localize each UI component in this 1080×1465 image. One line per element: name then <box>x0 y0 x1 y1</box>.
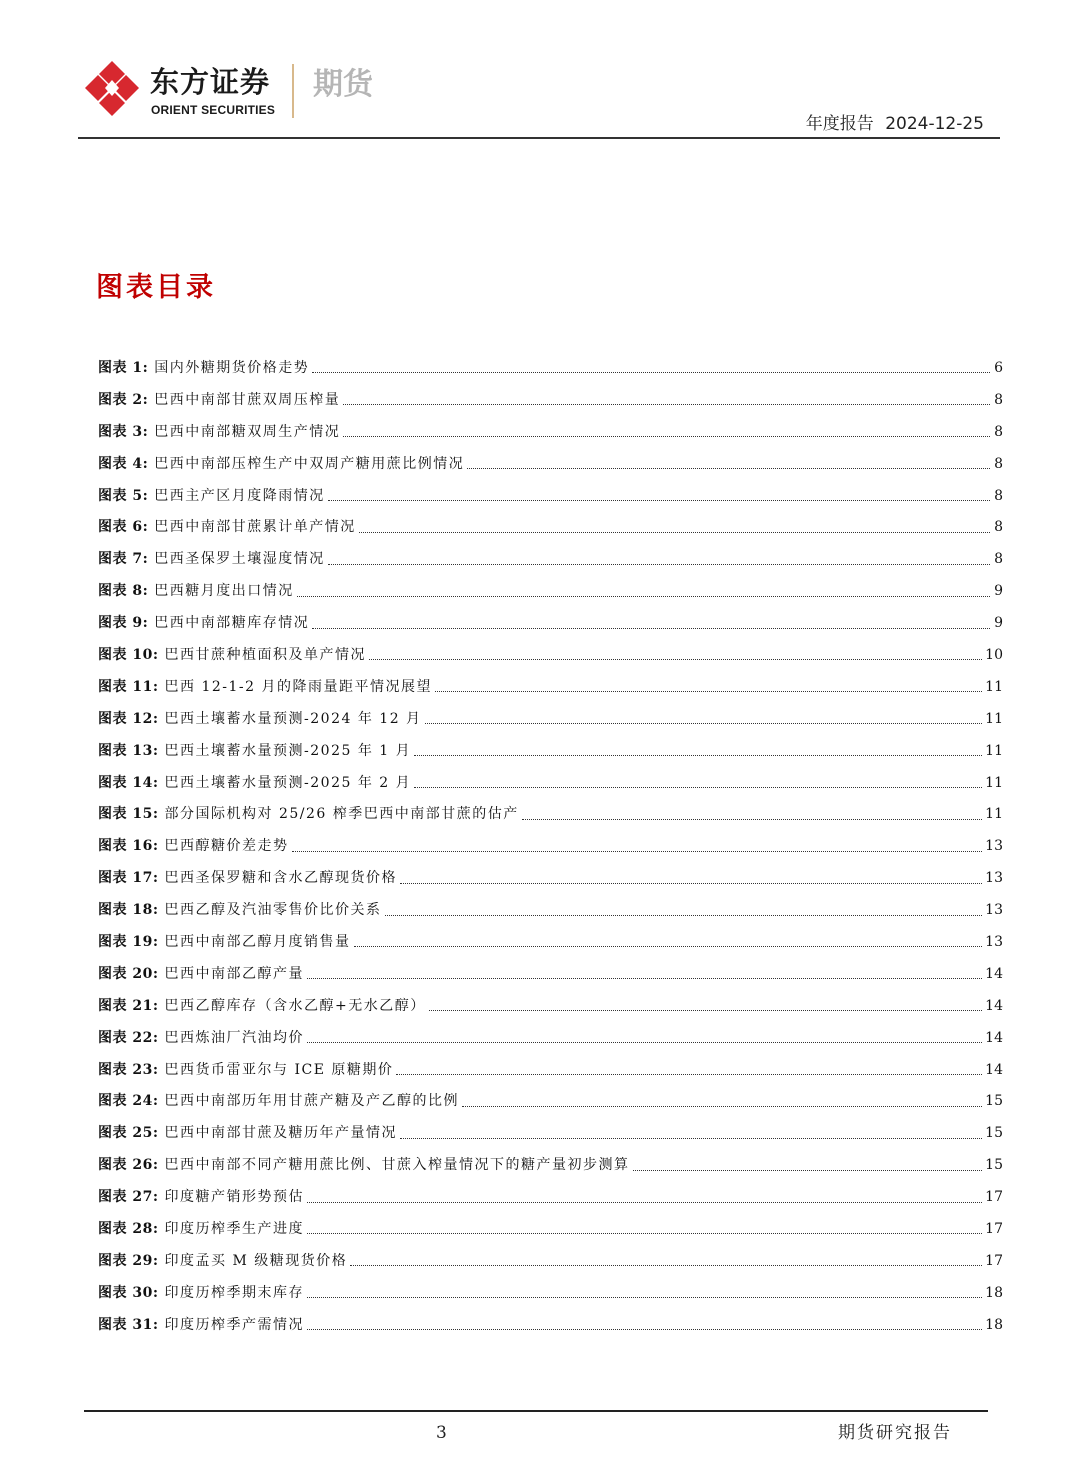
toc-entry-page: 17 <box>985 1189 1003 1206</box>
toc-entry-page: 11 <box>985 710 1003 727</box>
toc-leader-dots <box>292 851 983 852</box>
toc-entry-page: 8 <box>994 519 1003 536</box>
toc-entry-label: 图表 19: <box>98 933 159 950</box>
toc-entry-title: 巴西乙醇及汽油零售价比价关系 <box>164 902 382 919</box>
toc-entry-page: 15 <box>985 1093 1003 1110</box>
toc-entry-label: 图表 15: <box>98 806 159 823</box>
toc-entry[interactable] <box>98 448 1003 480</box>
toc-entry-label: 图表 7: <box>98 551 149 568</box>
toc-entry-page: 14 <box>985 1061 1003 1078</box>
toc-entry-page: 13 <box>985 902 1003 919</box>
toc-entry-title: 印度孟买 M 级糖现货价格 <box>164 1252 348 1269</box>
toc-leader-dots <box>467 468 990 469</box>
toc-entry[interactable] <box>98 990 1003 1022</box>
toc-entry[interactable] <box>98 511 1003 543</box>
toc-entry-label: 图表 5: <box>98 487 149 504</box>
toc-entry-label: 图表 16: <box>98 838 159 855</box>
toc-leader-dots <box>400 883 982 884</box>
toc-entry-label: 图表 27: <box>98 1189 159 1206</box>
toc-entry-label: 图表 11: <box>98 678 159 695</box>
toc-list <box>98 352 1003 1341</box>
toc-entry-label: 图表 12: <box>98 710 159 727</box>
toc-entry-title: 巴西土壤蓄水量预测-2025 年 1 月 <box>164 742 412 759</box>
toc-leader-dots <box>429 1010 982 1011</box>
toc-leader-dots <box>307 1297 982 1298</box>
toc-entry-title: 印度糖产销形势预估 <box>164 1189 305 1206</box>
toc-entry-label: 图表 20: <box>98 965 159 982</box>
toc-leader-dots <box>297 596 990 597</box>
toc-leader-dots <box>369 659 982 660</box>
toc-entry[interactable] <box>98 639 1003 671</box>
toc-leader-dots <box>312 372 990 373</box>
toc-entry-title: 巴西中南部甘蔗双周压榨量 <box>154 391 341 408</box>
toc-leader-dots <box>328 564 990 565</box>
toc-entry-page: 8 <box>994 487 1003 504</box>
toc-entry-page: 9 <box>994 615 1003 632</box>
brand-name-en: ORIENT SECURITIES <box>151 103 276 117</box>
toc-entry-title: 巴西中南部糖双周生产情况 <box>154 423 341 440</box>
toc-entry[interactable] <box>98 735 1003 767</box>
toc-entry-title: 巴西乙醇库存（含水乙醇+无水乙醇） <box>164 997 426 1014</box>
toc-leader-dots <box>414 755 982 756</box>
toc-entry[interactable] <box>98 607 1003 639</box>
toc-entry-label: 图表 8: <box>98 583 149 600</box>
toc-entry-title: 巴西中南部糖库存情况 <box>154 615 310 632</box>
toc-entry-label: 图表 2: <box>98 391 149 408</box>
report-date: 2024-12-25 <box>885 114 984 134</box>
toc-leader-dots <box>343 436 990 437</box>
toc-leader-dots <box>462 1106 982 1107</box>
orient-securities-logo-icon <box>84 60 140 118</box>
toc-entry-page: 14 <box>985 997 1003 1014</box>
toc-entry[interactable] <box>98 384 1003 416</box>
toc-entry-title: 巴西圣保罗糖和含水乙醇现货价格 <box>164 870 398 887</box>
toc-entry[interactable] <box>98 416 1003 448</box>
toc-entry-title: 巴西中南部乙醇产量 <box>164 965 305 982</box>
toc-leader-dots <box>359 532 990 533</box>
toc-leader-dots <box>328 500 990 501</box>
toc-entry[interactable] <box>98 543 1003 575</box>
toc-entry-title: 印度历榨季期末库存 <box>164 1284 305 1301</box>
toc-leader-dots <box>307 978 982 979</box>
toc-entry-page: 15 <box>985 1157 1003 1174</box>
toc-leader-dots <box>350 1265 982 1266</box>
toc-leader-dots <box>396 1074 982 1075</box>
toc-entry-title: 巴西主产区月度降雨情况 <box>154 487 325 504</box>
toc-entry-title: 巴西中南部乙醇月度销售量 <box>164 933 351 950</box>
toc-entry-title: 巴西圣保罗土壤湿度情况 <box>154 551 325 568</box>
toc-entry-title: 印度历榨季生产进度 <box>164 1220 305 1237</box>
toc-title: 图表目录 <box>96 272 216 303</box>
toc-entry-page: 18 <box>985 1284 1003 1301</box>
toc-entry-label: 图表 4: <box>98 455 149 472</box>
header-divider <box>78 137 1000 139</box>
toc-entry[interactable] <box>98 1054 1003 1086</box>
toc-entry-label: 图表 6: <box>98 519 149 536</box>
toc-entry[interactable] <box>98 1117 1003 1149</box>
toc-entry-page: 8 <box>994 455 1003 472</box>
toc-entry-title: 巴西中南部历年用甘蔗产糖及产乙醇的比例 <box>164 1093 460 1110</box>
toc-entry-label: 图表 22: <box>98 1029 159 1046</box>
footer-divider <box>84 1410 988 1412</box>
toc-entry-label: 图表 14: <box>98 774 159 791</box>
toc-entry-title: 巴西中南部压榨生产中双周产糖用蔗比例情况 <box>154 455 465 472</box>
toc-entry[interactable] <box>98 1022 1003 1054</box>
toc-entry[interactable] <box>98 767 1003 799</box>
toc-entry-page: 11 <box>985 806 1003 823</box>
toc-leader-dots <box>307 1233 982 1234</box>
toc-entry-title: 部分国际机构对 25/26 榨季巴西中南部甘蔗的估产 <box>164 806 519 823</box>
toc-entry[interactable] <box>98 1213 1003 1245</box>
toc-entry[interactable] <box>98 1149 1003 1181</box>
toc-entry-page: 11 <box>985 678 1003 695</box>
toc-entry-title: 巴西中南部甘蔗及糖历年产量情况 <box>164 1125 398 1142</box>
toc-entry-page: 8 <box>994 423 1003 440</box>
toc-entry[interactable] <box>98 798 1003 830</box>
toc-entry-page: 17 <box>985 1252 1003 1269</box>
toc-entry[interactable] <box>98 926 1003 958</box>
toc-leader-dots <box>354 946 983 947</box>
toc-entry-title: 巴西醇糖价差走势 <box>164 838 289 855</box>
toc-entry-page: 8 <box>994 391 1003 408</box>
toc-entry-page: 13 <box>985 838 1003 855</box>
toc-leader-dots <box>343 404 990 405</box>
toc-entry-label: 图表 13: <box>98 742 159 759</box>
toc-entry-title: 巴西中南部不同产糖用蔗比例、甘蔗入榨量情况下的糖产量初步测算 <box>164 1157 630 1174</box>
toc-leader-dots <box>522 819 982 820</box>
page-number: 3 <box>436 1423 447 1443</box>
toc-entry-page: 14 <box>985 1029 1003 1046</box>
toc-leader-dots <box>400 1138 982 1139</box>
toc-entry[interactable] <box>98 703 1003 735</box>
toc-entry-title: 巴西炼油厂汽油均价 <box>164 1029 305 1046</box>
toc-entry-page: 8 <box>994 551 1003 568</box>
toc-entry-page: 10 <box>985 646 1003 663</box>
toc-entry[interactable] <box>98 671 1003 703</box>
toc-entry-label: 图表 24: <box>98 1093 159 1110</box>
toc-leader-dots <box>312 628 990 629</box>
toc-entry-page: 13 <box>985 933 1003 950</box>
footer-label: 期货研究报告 <box>838 1423 952 1443</box>
toc-entry[interactable] <box>98 1085 1003 1117</box>
toc-entry-title: 印度历榨季产需情况 <box>164 1316 305 1333</box>
toc-entry-label: 图表 26: <box>98 1157 159 1174</box>
toc-entry-label: 图表 17: <box>98 870 159 887</box>
toc-leader-dots <box>425 723 983 724</box>
toc-entry-title: 巴西货币雷亚尔与 ICE 原糖期价 <box>164 1061 394 1078</box>
toc-entry[interactable] <box>98 480 1003 512</box>
brand-name-cn: 东方证券 <box>150 65 271 99</box>
toc-entry[interactable] <box>98 575 1003 607</box>
toc-entry-page: 14 <box>985 965 1003 982</box>
toc-entry[interactable] <box>98 830 1003 862</box>
toc-entry[interactable] <box>98 352 1003 384</box>
toc-leader-dots <box>414 787 982 788</box>
toc-entry-page: 11 <box>985 742 1003 759</box>
toc-entry-page: 18 <box>985 1316 1003 1333</box>
toc-entry-title: 巴西土壤蓄水量预测-2024 年 12 月 <box>164 710 422 727</box>
toc-entry[interactable] <box>98 1245 1003 1277</box>
toc-leader-dots <box>307 1329 982 1330</box>
toc-entry-title: 巴西糖月度出口情况 <box>154 583 294 600</box>
toc-entry-label: 图表 31: <box>98 1316 159 1333</box>
toc-entry-title: 巴西 12-1-2 月的降雨量距平情况展望 <box>164 678 433 695</box>
toc-entry[interactable] <box>98 1181 1003 1213</box>
toc-entry-label: 图表 29: <box>98 1252 159 1269</box>
brand-divider <box>292 64 294 118</box>
toc-entry-label: 图表 23: <box>98 1061 159 1078</box>
toc-entry-label: 图表 10: <box>98 646 159 663</box>
toc-entry[interactable] <box>98 1277 1003 1309</box>
toc-entry-page: 13 <box>985 870 1003 887</box>
toc-leader-dots <box>633 1170 983 1171</box>
toc-entry-label: 图表 18: <box>98 902 159 919</box>
toc-entry-page: 17 <box>985 1220 1003 1237</box>
report-meta <box>800 114 984 134</box>
toc-entry[interactable] <box>98 894 1003 926</box>
report-type: 年度报告 <box>805 114 874 134</box>
toc-entry[interactable] <box>98 1309 1003 1341</box>
toc-entry-label: 图表 3: <box>98 423 149 440</box>
toc-entry-label: 图表 28: <box>98 1220 159 1237</box>
brand-product-label: 期货 <box>313 67 373 102</box>
toc-entry-title: 国内外糖期货价格走势 <box>154 359 310 376</box>
toc-leader-dots <box>307 1202 982 1203</box>
toc-entry-label: 图表 25: <box>98 1125 159 1142</box>
toc-entry-title: 巴西中南部甘蔗累计单产情况 <box>154 519 356 536</box>
toc-leader-dots <box>435 691 982 692</box>
toc-entry-title: 巴西甘蔗种植面积及单产情况 <box>164 646 367 663</box>
toc-entry-label: 图表 30: <box>98 1284 159 1301</box>
toc-entry-label: 图表 21: <box>98 997 159 1014</box>
toc-entry-title: 巴西土壤蓄水量预测-2025 年 2 月 <box>164 774 412 791</box>
toc-entry-page: 15 <box>985 1125 1003 1142</box>
toc-entry-page: 11 <box>985 774 1003 791</box>
toc-leader-dots <box>307 1042 982 1043</box>
toc-entry-label: 图表 9: <box>98 615 149 632</box>
toc-entry[interactable] <box>98 862 1003 894</box>
toc-leader-dots <box>385 915 983 916</box>
toc-entry-label: 图表 1: <box>98 359 149 376</box>
toc-entry-page: 9 <box>994 583 1003 600</box>
toc-entry-page: 6 <box>994 359 1003 376</box>
toc-entry[interactable] <box>98 958 1003 990</box>
